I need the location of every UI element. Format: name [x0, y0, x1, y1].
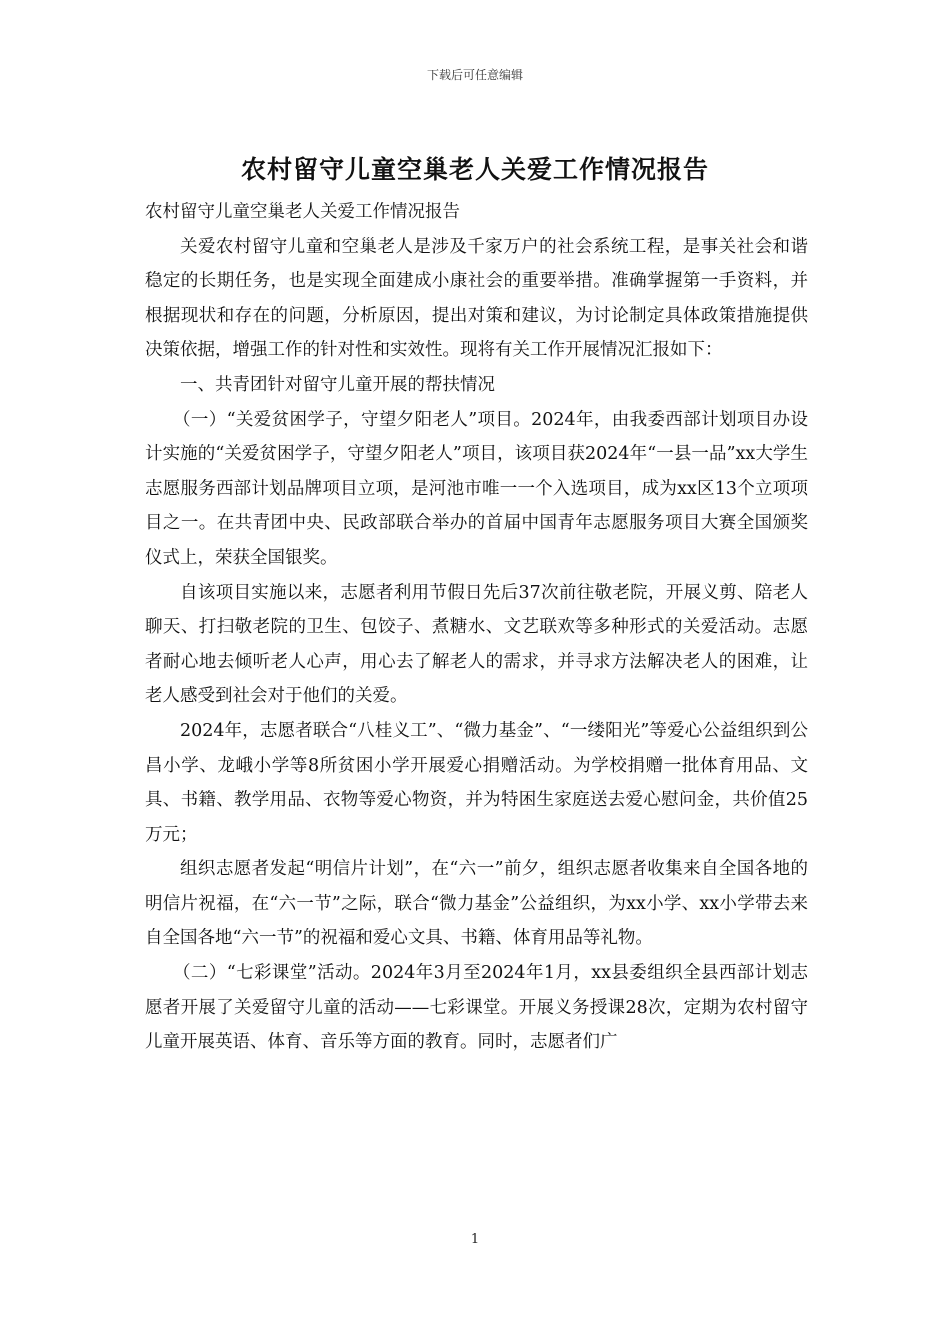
paragraph-item-1: （一）“关爱贫困学子，守望夕阳老人”项目。2024年，由我委西部计划项目办设计实施的“关爱贫困学子，守望夕阳老人”项目，该项目获2024年“一县一品”xx大学生志愿服务西部计划品牌项目立项，是河池市唯一一个入选项目，成为xx区13个立项项目之一。在共青团中央、民政部联合举办的首届中国青年志愿服务项目大赛全国颁奖仪式上，荣获全国银奖。 — [145, 409, 808, 568]
document-subtitle: 农村留守儿童空巢老人关爱工作情况报告 — [145, 202, 460, 222]
paragraph: 组织志愿者发起“明信片计划”，在“六一”前夕，组织志愿者收集来自全国各地的明信片祝福，在“六一节”之际，联合“微力基金”公益组织，为xx小学、xx小学带去来自全国各地“六一节”的祝福和爱心文具、书籍、体育用品等礼物。 — [145, 859, 808, 949]
paragraph: 自该项目实施以来，志愿者利用节假日先后37次前往敬老院，开展义剪、陪老人聊天、打扫敬老院的卫生、包饺子、煮糖水、文艺联欢等多种形式的关爱活动。志愿者耐心地去倾听老人心声，用心去了解老人的需求，并寻求方法解决老人的困难，让老人感受到社会对于他们的关爱。 — [145, 582, 808, 707]
paragraph-intro: 关爱农村留守儿童和空巢老人是涉及千家万户的社会系统工程，是事关社会和谐稳定的长期任务，也是实现全面建成小康社会的重要举措。准确掌握第一手资料，并根据现状和存在的问题，分析原因，提出对策和建议，为讨论制定具体政策措施提供决策依据，增强工作的针对性和实效性。现将有关工作开展情况汇报如下： — [145, 236, 808, 361]
paragraph-item-2: （二）“七彩课堂”活动。2024年3月至2024年1月，xx县委组织全县西部计划志愿者开展了关爱留守儿童的活动——七彩课堂。开展义务授课28次，定期为农村留守儿童开展英语、体育、音乐等方面的教育。同时，志愿者们广 — [145, 963, 808, 1053]
header-note: 下载后可任意编辑 — [426, 68, 523, 82]
document-title: 农村留守儿童空巢老人关爱工作情况报告 — [240, 155, 709, 184]
document-body — [145, 195, 808, 1060]
page-number: 1 — [470, 1232, 480, 1247]
section-heading: 一、共青团针对留守儿童开展的帮扶情况 — [180, 374, 495, 395]
paragraph: 2024年，志愿者联合“八桂义工”、“微力基金”、“一缕阳光”等爱心公益组织到公昌小学、龙峨小学等8所贫困小学开展爱心捐赠活动。为学校捐赠一批体育用品、文具、书籍、教学用品、衣物等爱心物资，并为特困生家庭送去爱心慰问金，共价值25万元； — [145, 720, 808, 845]
